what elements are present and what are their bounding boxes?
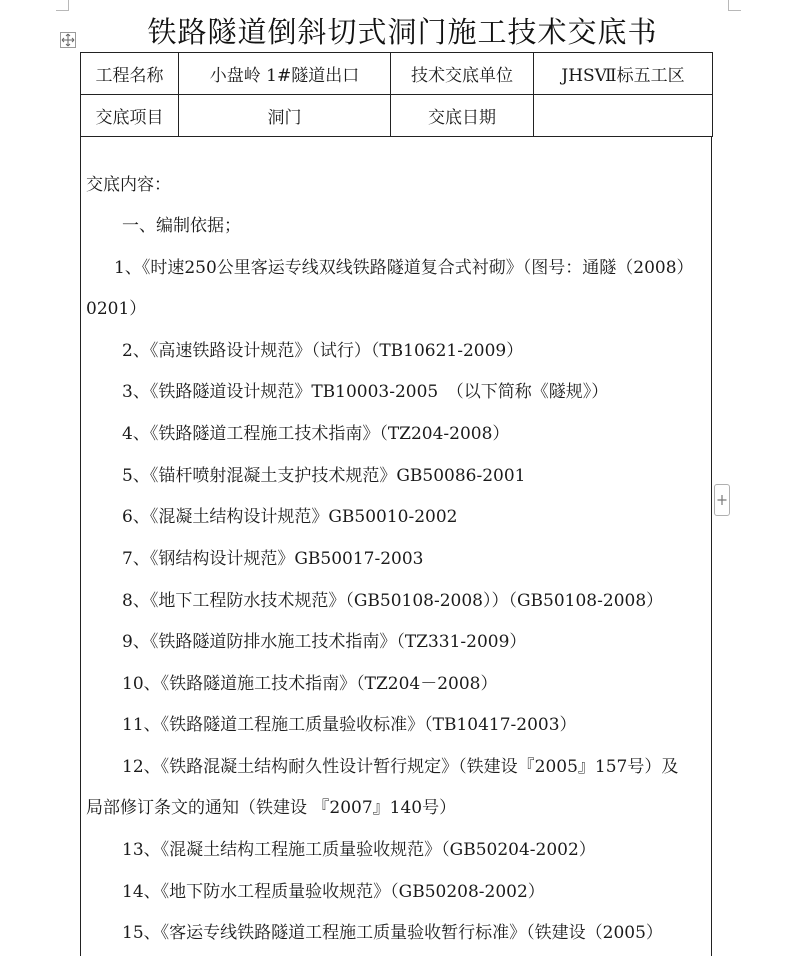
briefing-date-value[interactable] — [534, 95, 713, 137]
plus-icon — [717, 493, 727, 507]
section-heading: 一、编制依据； — [122, 216, 241, 236]
document-title: 铁路隧道倒斜切式洞门施工技术交底书 — [147, 15, 658, 49]
briefing-unit-value[interactable]: JHSⅦ标五工区 — [534, 53, 713, 95]
list-item: 9、《铁路隧道防排水施工技术指南》（TZ331-2009） — [122, 632, 527, 652]
list-item: 15、《客运专线铁路隧道工程施工质量验收暂行标准》（铁建设（2005） — [122, 923, 663, 943]
list-item: 1、《时速250公里客运专线双线铁路隧道复合式衬砌》（图号：通隧（2008） — [114, 258, 694, 278]
briefing-item-value[interactable]: 洞门 — [179, 95, 391, 137]
list-item: 14、《地下防水工程质量验收规范》（GB50208-2002） — [122, 882, 545, 902]
briefing-unit-label: 技术交底单位 — [391, 53, 534, 95]
list-item: 0201） — [86, 299, 147, 319]
list-item: 7、《钢结构设计规范》GB50017-2003 — [122, 549, 424, 569]
list-item: 11、《铁路隧道工程施工质量验收标准》（TB10417-2003） — [122, 715, 577, 735]
briefing-item-label: 交底项目 — [81, 95, 179, 137]
list-item: 13、《混凝土结构工程施工质量验收规范》（GB50204-2002） — [122, 840, 596, 860]
list-item: 8、《地下工程防水技术规范》（GB50108-2008））（GB50108-2008） — [122, 591, 664, 611]
header-table — [80, 52, 713, 137]
list-item: 6、《混凝土结构设计规范》GB50010-2002 — [122, 507, 458, 527]
project-name-label: 工程名称 — [81, 53, 179, 95]
table-move-handle-icon[interactable] — [60, 32, 76, 48]
list-item: 2、《高速铁路设计规范》（试行）（TB10621-2009） — [122, 341, 524, 361]
add-row-button[interactable] — [714, 484, 730, 516]
list-item: 12、《铁路混凝土结构耐久性设计暂行规定》（铁建设『2005』157号）及 — [122, 757, 679, 777]
table-row — [81, 53, 713, 95]
list-item: 10、《铁路隧道施工技术指南》（TZ204－2008） — [122, 674, 498, 694]
list-item: 3、《铁路隧道设计规范》TB10003-2005 （以下简称《隧规》） — [122, 382, 609, 402]
briefing-date-label: 交底日期 — [391, 95, 534, 137]
content-heading: 交底内容： — [86, 175, 171, 195]
list-item: 局部修订条文的通知（铁建设 『2007』140号） — [86, 798, 457, 818]
project-name-value[interactable]: 小盘岭 1#隧道出口 — [179, 53, 391, 95]
list-item: 4、《铁路隧道工程施工技术指南》（TZ204-2008） — [122, 424, 510, 444]
table-row — [81, 95, 713, 137]
list-item: 5、《锚杆喷射混凝土支护技术规范》GB50086-2001 — [122, 466, 526, 486]
